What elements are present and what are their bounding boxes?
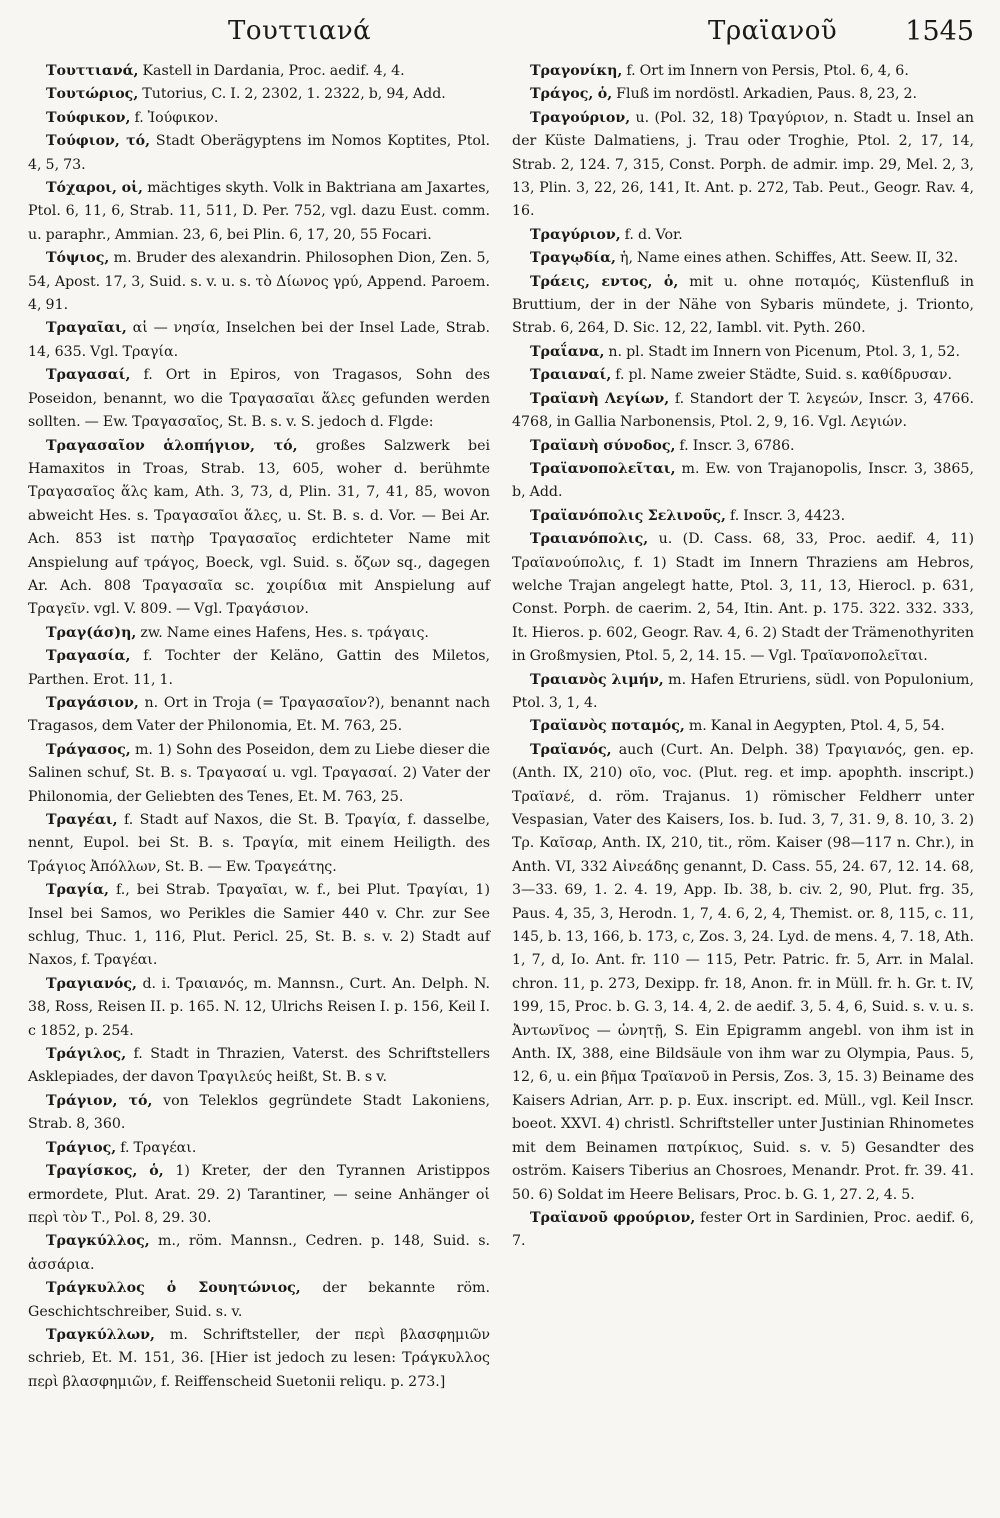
entry-text: m. Kanal in Aegypten, Ptol. 4, 5, 54. — [684, 718, 945, 735]
entry-text: f. Inscr. 3, 6786. — [675, 437, 795, 454]
dictionary-entry — [512, 458, 974, 505]
dictionary-entry — [512, 435, 974, 458]
dictionary-entry — [512, 271, 974, 341]
entry-text: m. 1) Sohn des Poseidon, dem zu Liebe dieser die Salinen schuf, St. B. s. Τραγασαί u. vgl. Τραγασαί. 2) Vater der Philonomia, der Geliebten des Tenes, Et. M. 763, 25. — [28, 741, 490, 805]
dictionary-entry — [28, 879, 490, 973]
dictionary-entry — [28, 83, 490, 106]
entry-text: auch (Curt. An. Delph. 38) Τραγιανός, gen. ep. (Anth. IX, 210) οῖο, voc. (Plut. reg. et imp. apophth. inscript.) Τραϊανέ, d. röm. Trajanus. 1) römischer Feldherr unter Vespasian, Vater des Kaisers, Ios. b. Iud. 3, 7, 31. 9, 8. 10, 3. 2) Τρ. Καῖσαρ, Anth. IX, 210, tit., röm. Kaiser (98—117 n. Chr.), in Anth. VI, 332 Αἰνεάδης genannt, D. Cass. 55, 24. 67, 12. 14. 68, 3—33. 69, 1. 2. 4. 19, App. Ib. 38, b. civ. 2, 90, Plut. frg. 35, Paus. 4, 35, 3, Herodn. 1, 7, 4. 6, 2, 4, Themist. or. 8, 115, c. 11, 145, b. 13, 166, b. 173, c, Zos. 3, 24. Lyd. de mens. 4, 7. 18, Ath. 1, 7, d, Io. Ant. fr. 110 — 115, Petr. Patric. fr. 5, Arr. in Malal. chron. 11, p. 273, Dexipp. fr. 18, Anon. fr. in Müll. fr. h. Gr. t. IV, 199, 15, Proc. b. G. 3, 14. 4, 2. de aedif. 3, 5. 4, 6, Suid. s. v. u. s. Ἀντωνῖνος — ὠνητῇ, S. Ein Epigramm angebl. von ihm ist in Anth. IX, 388, eine Bildsäule von ihm war zu Olympia, Paus. 5, 12, 6, u. ein βῆμα Τραϊανοῦ in Persis, Zos. 3, 15. 3) Beiname des Kaisers Adrian, Arr. p. p. Eux. inscript. ed. Müll., vgl. Keil Inscr. boeot. XXVI. 4) christl. Schriftsteller unter Justinian Rhinometes mit dem Beinamen πατρίκιος, Suid. s. v. 5) Gesandter des oström. Kaisers Tiberius an Chosroes, Menandr. Prot. fr. 39. 41. 50. 6) Soldat im Heere Belisars, Proc. b. G. 1, 27. 2, 4. 5. — [512, 741, 974, 1203]
entry-text: f., bei Strab. Τραγαῖαι, w. f., bei Plut. Τραγίαι, 1) Insel bei Samos, wo Perikles die Samier 440 v. Chr. zur See schlug, Thuc. 1, 116, Plut. Pericl. 25, St. B. s. v. 2) Stadt auf Naxos, f. Τραγέαι. — [28, 882, 490, 969]
dictionary-entry — [28, 973, 490, 1043]
entry-headword: Τραγούριον, — [530, 109, 631, 126]
dictionary-entry — [28, 107, 490, 130]
entry-text: Fluß im nordöstl. Arkadien, Paus. 8, 23, 2. — [612, 86, 918, 103]
page-header — [28, 10, 974, 54]
dictionary-entry — [512, 505, 974, 528]
dictionary-entry — [512, 669, 974, 716]
entry-headword: Τραϊανὴ Λεγίων, — [530, 390, 670, 407]
entry-text: Tutorius, C. I. 2, 2302, 1. 2322, b, 94, Add. — [138, 86, 446, 103]
entry-headword: Τράεις, εντος, ὁ, — [530, 273, 679, 290]
dictionary-entry — [512, 341, 974, 364]
entry-headword: Τουτώριος, — [46, 86, 139, 103]
entry-text: f. pl. Name zweier Städte, Suid. s. καθίδρυσαν. — [611, 367, 952, 384]
entry-text: f. Standort der T. λεγεών, Inscr. 3, 4766. 4768, in Gallia Narbonensis, Ptol. 2, 9, 16. Vgl. Λεγιών. — [512, 390, 974, 431]
dictionary-entry — [28, 1230, 490, 1277]
entry-headword: Τραγάσιον, — [46, 694, 139, 711]
dictionary-entry — [512, 83, 974, 106]
entry-headword: Τραγασαί, — [46, 367, 131, 384]
entry-text: n. pl. Stadt im Innern von Picenum, Ptol. 3, 1, 52. — [604, 343, 960, 360]
dictionary-entry — [28, 247, 490, 317]
entry-text: m. Bruder des alexandrin. Philosophen Dion, Zen. 5, 54, Apost. 17, 3, Suid. s. v. u. s. τὸ Δίωνος γρύ, Append. Paroem. 4, 91. — [28, 250, 490, 314]
entry-text: f. Stadt in Thrazien, Vaterst. des Schriftstellers Asklepiades, der davon Τραγιλεύς heißt, St. B. s v. — [28, 1046, 490, 1086]
dictionary-entry — [28, 364, 490, 434]
entry-headword: Τραγκύλλων, — [46, 1326, 155, 1343]
entry-text: mächtiges skyth. Volk in Baktriana am Jaxartes, Ptol. 6, 11, 6, Strab. 11, 511, D. Per. 752, vgl. dazu Eust. comm. u. paraphr., Ammian. 23, 6, bei Plin. 6, 17, 20, 55 Focari. — [28, 180, 490, 243]
entry-headword: Τράγασος, — [46, 741, 131, 758]
entry-text: fester Ort in Sardinien, Proc. aedif. 6, 7. — [512, 1209, 974, 1250]
entry-text: n. Ort in Troja (= Τραγασαῖον?), benannt nach Tragasos, dem Vater der Philonomia, Et. M. 763, 25. — [28, 694, 490, 735]
entry-headword: Τραϊανὴ σύνοδος, — [530, 437, 676, 454]
entry-headword: Τράγιος, — [46, 1139, 117, 1156]
entry-headword: Τραιαναί, — [530, 367, 612, 384]
dictionary-entry — [512, 528, 974, 668]
dictionary-entry — [28, 60, 490, 83]
entry-text: u. (Pol. 32, 18) Τραγύριον, n. Stadt u. Insel an der Küste Dalmatiens, j. Trau oder Troghie, Ptol. 2, 17, 14, Strab. 2, 124. 7, 315, Const. Porph. de admir. imp. 29, Mel. 2, 3, 13, Plin. 3, 22, 26, 141, It. Ant. p. 272, Tab. Peut., Geogr. Rav. 4, 16. — [512, 109, 974, 220]
entry-headword: Τραγασία, — [46, 648, 131, 665]
entry-headword: Τουττιανά, — [46, 63, 139, 79]
entry-text: m. Ew. von Trajanopolis, Inscr. 3, 3865, b, Add. — [512, 460, 974, 501]
entry-headword: Τράγιλος, — [46, 1046, 127, 1063]
dictionary-entry — [28, 1160, 490, 1230]
entry-headword: Τραγῳδία, — [530, 250, 616, 267]
dictionary-entry — [512, 1207, 974, 1254]
dictionary-entry — [28, 1324, 490, 1394]
entry-headword: Τούφιον, τό, — [46, 133, 151, 150]
entry-text: m., röm. Mannsn., Cedren. p. 148, Suid. s. ἀσσάρια. — [28, 1233, 490, 1273]
entry-headword: Τραγ(άσ)η, — [46, 624, 137, 641]
dictionary-entry — [28, 435, 490, 622]
dictionary-entry — [512, 739, 974, 1207]
entry-text: Kastell in Dardania, Proc. aedif. 4, 4. — [138, 63, 405, 79]
entry-headword: Τόχαροι, οἱ, — [46, 180, 143, 197]
entry-text: zw. Name eines Hafens, Hes. s. τράγαις. — [136, 624, 429, 641]
entry-text: großes Salzwerk bei Hamaxitos in Troas, Strab. 13, 605, woher d. berühmte Τραγασαῖος ἅλς kam, Ath. 3, 73, d, Plin. 31, 7, 41, 85, wovon abweicht Hes. s. Τραγασαῖοι ἅλες, u. St. B. s. d. Vor. — Bei Ar. Ach. 853 ist πατὴρ Τραγασαῖος erdichteter Name mit Anspielung auf τράγος, Boeck, vgl. Suid. s. ὄζων sq., dagegen Ar. Ach. 808 Τραγασαῖα sc. χοιρίδια mit Anspielung auf Τραγεῖν. vgl. V. 809. — Vgl. Τραγάσιον. — [28, 437, 490, 618]
entry-headword: Τούφικον, — [46, 109, 131, 126]
entry-headword: Τραϊανὸς ποταμός, — [530, 718, 685, 735]
entry-headword: Τραγία, — [46, 882, 109, 899]
entry-text: f. Τραγέαι. — [116, 1139, 197, 1156]
dictionary-entry — [28, 1043, 490, 1090]
entry-text: mit u. ohne ποταμός, Küstenfluß in Bruttium, der in der Nähe von Sybaris mündete, j. Trionto, Strab. 6, 264, D. Sic. 12, 22, Iambl. vit. Pyth. 260. — [512, 273, 974, 337]
entry-text: αἱ — νησία, Inselchen bei der Insel Lade, Strab. 14, 635. Vgl. Τραγία. — [28, 320, 490, 360]
dictionary-entry — [512, 60, 974, 83]
entry-headword: Τραγασαῖον ἁλοπήγιον, τό, — [46, 437, 298, 454]
dictionary-entry — [28, 692, 490, 739]
dictionary-entry — [28, 809, 490, 879]
right-column — [512, 60, 974, 1518]
dictionary-entry — [28, 130, 490, 177]
entry-text: f. Tochter der Keläno, Gattin des Miletos, Parthen. Erot. 11, 1. — [28, 648, 490, 688]
entry-headword: Τόψιος, — [46, 250, 110, 267]
entry-headword: Τραιανὸς λιμήν, — [530, 671, 664, 688]
dictionary-entry — [28, 177, 490, 247]
dictionary-entry — [28, 645, 490, 692]
entry-headword: Τραϊανόπολις Σελινοῦς, — [530, 507, 726, 524]
left-column — [28, 60, 490, 1518]
entry-headword: Τραγιανός, — [46, 975, 137, 992]
entry-text: ἡ, Name eines athen. Schiffes, Att. Seew. II, 32. — [615, 250, 959, 267]
entry-headword: Τραγύριον, — [530, 226, 621, 243]
dictionary-entry — [28, 1277, 490, 1324]
entry-headword: Τραϊανοπολεῖται, — [530, 460, 676, 477]
entry-text: 1) Kreter, der den Tyrannen Aristippos ermordete, Plut. Arat. 29. 2) Tarantiner, — seine Anhänger οἱ περὶ τὸν Τ., Pol. 8, 29. 30. — [28, 1163, 490, 1226]
entry-text: m. Hafen Etruriens, südl. von Populonium, Ptol. 3, 1, 4. — [512, 671, 975, 711]
entry-text: von Teleklos gegründete Stadt Lakoniens, Strab. 8, 360. — [28, 1092, 490, 1133]
entry-text: f. Ort im Innern von Persis, Ptol. 6, 4, 6. — [622, 63, 909, 79]
entry-headword: Τραΐανα, — [530, 343, 605, 360]
entry-headword: Τράγος, ὁ, — [530, 86, 613, 103]
entry-headword: Τράγιον, τό, — [46, 1092, 153, 1109]
entry-text: f. d. Vor. — [620, 226, 683, 243]
dictionary-entry — [28, 317, 490, 364]
dictionary-entry — [512, 247, 974, 270]
dictionary-entry — [512, 715, 974, 738]
entry-headword: Τράγκυλλος ὁ Σουητώνιος, — [46, 1280, 301, 1297]
entry-headword: Τραγαῖαι, — [46, 320, 127, 337]
entry-headword: Τραγίσκος, ὁ, — [46, 1163, 164, 1180]
dictionary-entry — [512, 107, 974, 224]
entry-text: d. i. Τραιανός, m. Mannsn., Curt. An. Delph. N. 38, Ross, Reisen II. p. 165. N. 12, Ulrichs Reisen I. p. 156, Keil I. c 1852, p. 254. — [28, 975, 490, 1039]
dictionary-entry — [28, 739, 490, 809]
entry-headword: Τραιανόπολις, — [530, 531, 649, 548]
dictionary-entry — [512, 224, 974, 247]
entry-headword: Τραϊανοῦ φρούριον, — [530, 1209, 696, 1226]
entry-text: der bekannte röm. Geschichtschreiber, Suid. s. v. — [28, 1280, 490, 1320]
right-running-head: Τραϊανοῦ — [708, 16, 838, 46]
entry-text: Stadt Oberägyptens im Nomos Koptites, Ptol. 4, 5, 73. — [28, 133, 490, 173]
entry-headword: Τραγέαι, — [46, 812, 118, 828]
entry-headword: Τραγονίκη, — [530, 63, 623, 79]
left-running-head: Τουττιανά — [228, 16, 372, 46]
entry-text: f. Ort in Epiros, von Tragasos, Sohn des Poseidon, benannt, wo die Τραγασαῖαι ἅλες gefunden werden sollten. — Ew. Τραγασαῖος, St. B. s. v. S. jedoch d. Flgde: — [28, 367, 490, 431]
dictionary-entry — [28, 1090, 490, 1137]
entry-text: f. Stadt auf Naxos, die St. B. Τραγία, f. dasselbe, nennt, Eupol. bei St. B. s. Τραγία, mit einem Heiligth. des Τράγιος Ἀπόλλων, St. B. — Ew. Τραγεάτης. — [28, 812, 490, 875]
dictionary-entry — [28, 1137, 490, 1160]
entry-text: m. Schriftsteller, der περὶ βλασφημιῶν schrieb, Et. M. 151, 36. [Hier ist jedoch zu lesen: Τράγκυλλος περὶ βλασφημιῶν, f. Reiffenscheid Suetonii reliqu. p. 273.] — [28, 1326, 490, 1390]
page-number: 1545 — [905, 16, 974, 47]
text-columns — [28, 60, 974, 1518]
entry-text: f. Ἰούφικον. — [130, 109, 219, 126]
dictionary-entry — [28, 622, 490, 645]
entry-text: u. (D. Cass. 68, 33, Proc. aedif. 4, 11) Τραϊανούπολις, f. 1) Stadt im Innern Thraziens am Hebros, welche Trajan angelegt hatte, Ptol. 3, 11, 13, Hierocl. p. 631, Const. Porph. de caerim. 2, 54, Itin. Ant. p. 175. 322. 332. 333, It. Hieros. p. 602, Geogr. Rav. 4, 6. 2) Stadt der Trämenothyriten in Großmysien, Ptol. 5, 2, 14. 15. — Vgl. Τραϊανοπολεῖται. — [512, 531, 974, 665]
dictionary-entry — [512, 364, 974, 387]
entry-headword: Τραϊανός, — [530, 741, 612, 758]
entry-headword: Τραγκύλλος, — [46, 1233, 150, 1250]
dictionary-entry — [512, 388, 974, 435]
entry-text: f. Inscr. 3, 4423. — [725, 507, 846, 524]
